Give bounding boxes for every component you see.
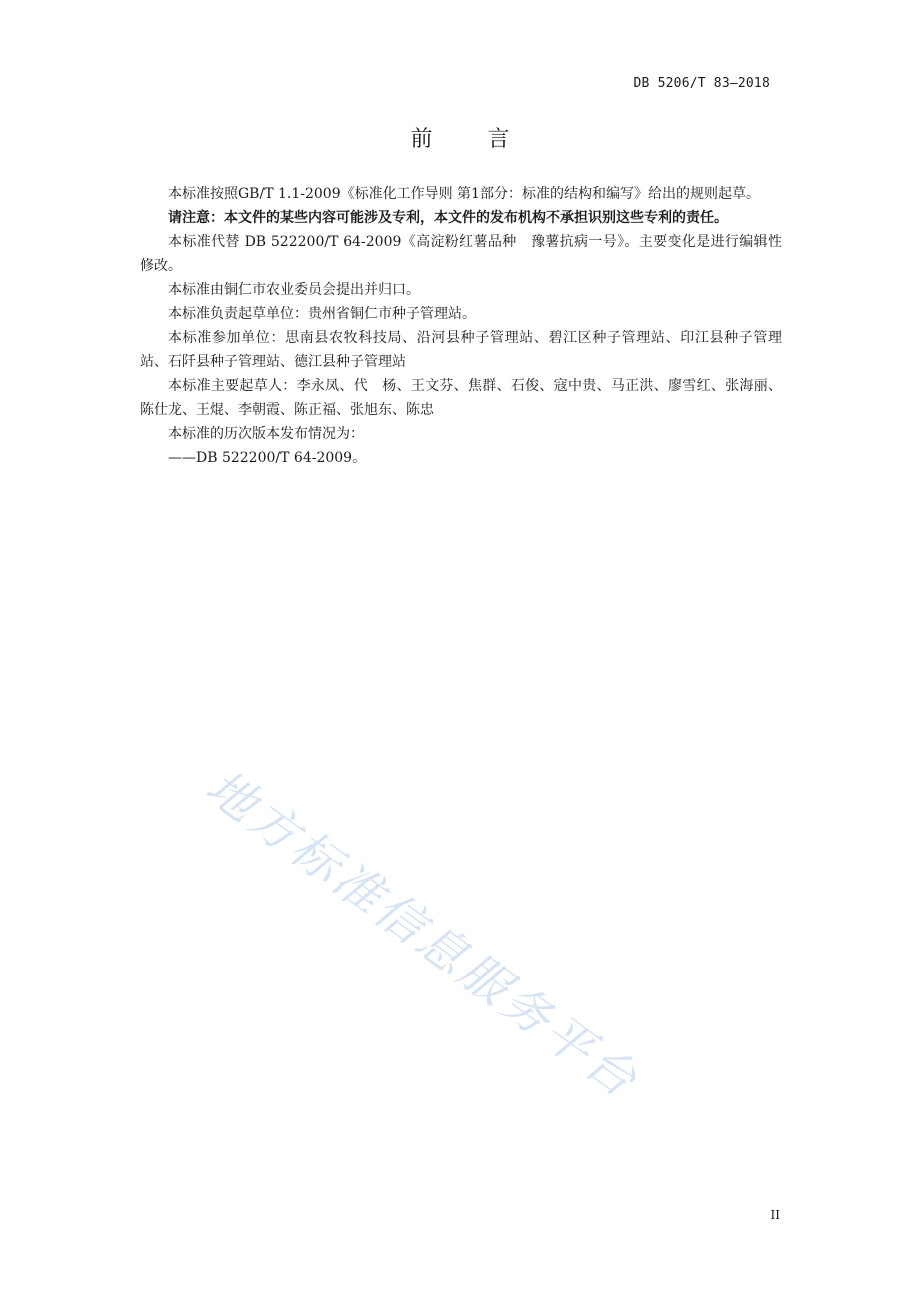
paragraph-participating-units: 本标准参加单位：思南县农牧科技局、沿河县种子管理站、碧江区种子管理站、印江县种子管理站、石阡县种子管理站、德江县种子管理站 [140,330,782,370]
paragraph-proposer: 本标准由铜仁市农业委员会提出并归口。 [168,282,420,298]
document-code: DB 5206/T 83—2018 [633,76,770,91]
paragraph-replacement: 本标准代替 DB 522200/T 64-2009《高淀粉红薯品种 豫薯抗病一号》。主要变化是进行编辑性修改。 [140,234,782,274]
page-number: II [770,1208,780,1222]
watermark-text: 地方标准信息服务平台 [195,758,650,1110]
paragraph-drafting-rules: 本标准按照GB/T 1.1-2009《标准化工作导则 第1部分：标准的结构和编写》给出的规则起草。 [168,186,760,202]
foreword-body [140,182,782,470]
paragraph-patent-notice: 请注意：本文件的某些内容可能涉及专利，本文件的发布机构不承担识别这些专利的责任。 [168,210,728,226]
paragraph-drafters: 本标准主要起草人：李永凤、代 杨、王文芬、焦群、石俊、寇中贵、马正洪、廖雪红、张海丽、陈仕龙、王焜、李朝霞、陈正福、张旭东、陈忠 [140,378,782,418]
paragraph-previous-version: ——DB 522200/T 64-2009。 [168,450,367,466]
paragraph-version-history-intro: 本标准的历次版本发布情况为： [168,426,364,442]
paragraph-responsible-unit: 本标准负责起草单位：贵州省铜仁市种子管理站。 [168,306,476,322]
page-title: 前 言 [410,127,534,152]
